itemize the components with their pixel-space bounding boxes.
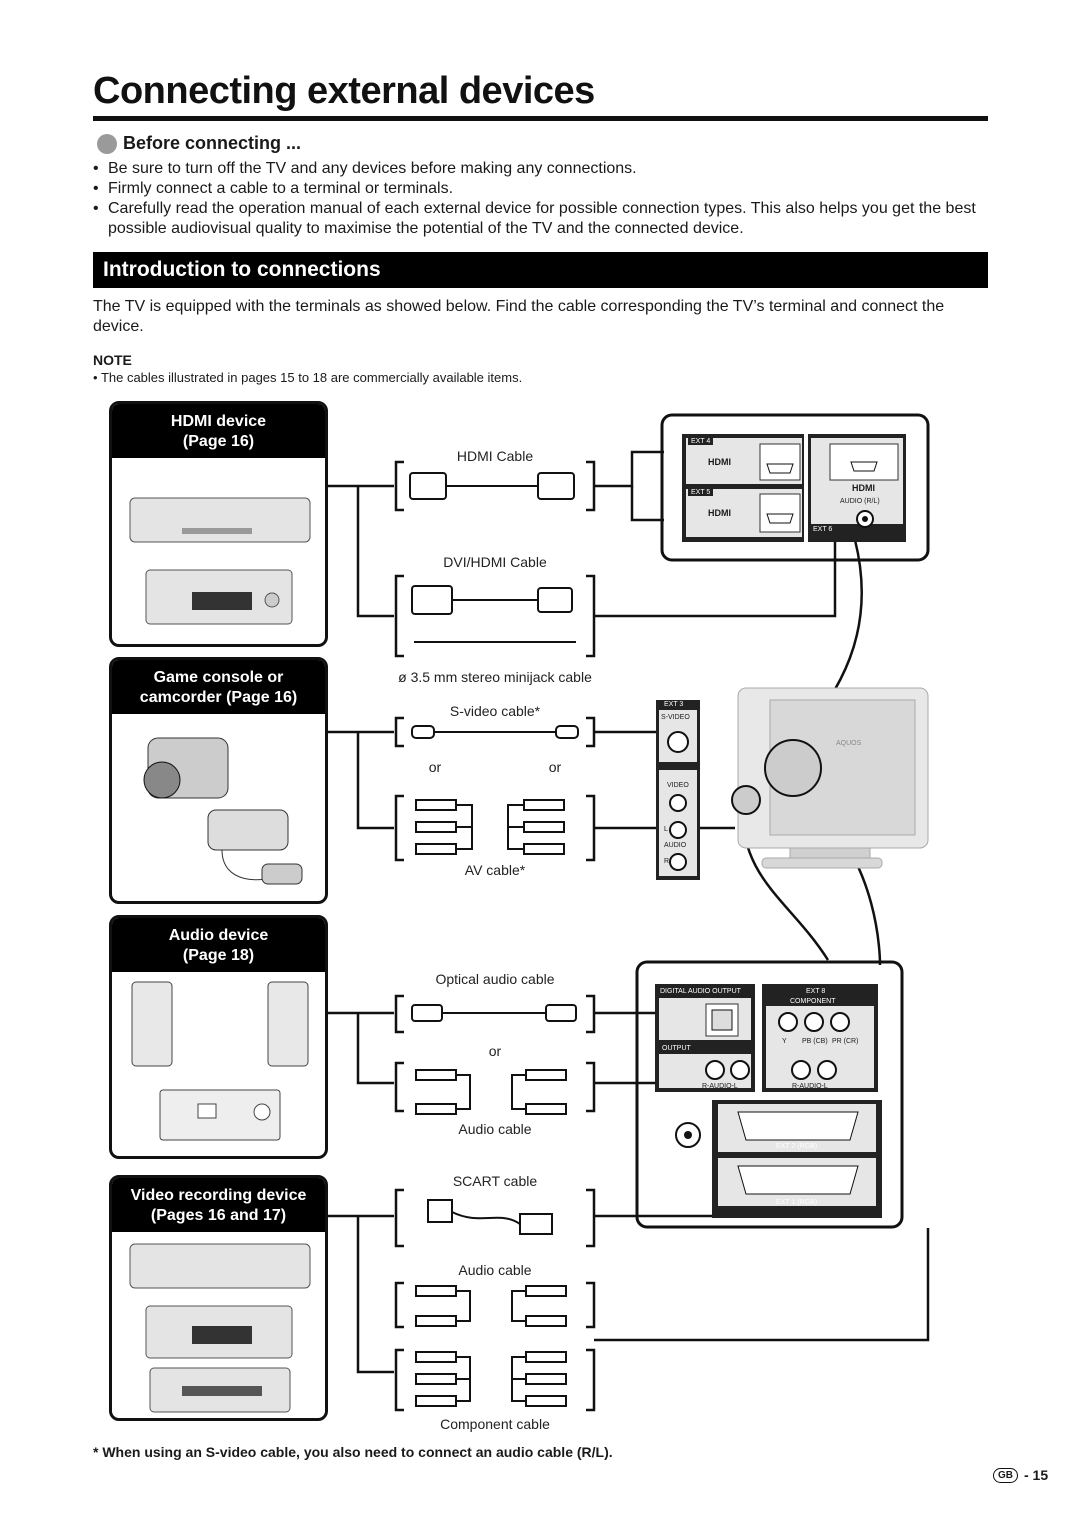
- device-heading-line1: HDMI device: [170, 413, 267, 430]
- svideo-cable-label: S-video cable*: [449, 703, 541, 719]
- game-console-camcorder-box: [109, 657, 328, 904]
- list-item: • Be sure to turn off the TV and any devices before making any connections.: [93, 159, 988, 179]
- hdmi-device-box: [109, 401, 328, 647]
- dvi-hdmi-cable-label: DVI/HDMI Cable: [443, 554, 547, 570]
- audio-label: AUDIO: [664, 842, 687, 849]
- av-cable-label: AV cable*: [464, 862, 526, 878]
- ext3-label: EXT 3: [664, 701, 684, 708]
- section-heading: Introduction to connections: [93, 252, 988, 288]
- rear-terminal-panel: [637, 962, 902, 1227]
- r-audio-l-label: R-AUDIO-L: [702, 1083, 738, 1090]
- pb-label: PB (CB): [802, 1038, 828, 1045]
- intro-paragraph: The TV is equipped with the terminals as showed below. Find the cable corresponding the TV’s terminal and connect the device.: [93, 298, 945, 335]
- page-number: [993, 1467, 1048, 1483]
- r-label: R: [664, 858, 670, 865]
- dvd-recorder-icon: [112, 458, 328, 647]
- device-heading: [112, 404, 325, 458]
- video-recording-device-box: [109, 1175, 328, 1421]
- page-number-text: - 15: [1024, 1467, 1049, 1483]
- list-item: • Carefully read the operation manual of each external device for possible connection types. This also helps you get the best possible audiovisual quality to maximise the potential of the TV and the connected device.: [93, 199, 988, 239]
- list-item: • Firmly connect a cable to a terminal or terminals.: [93, 179, 988, 199]
- output-label: OUTPUT: [662, 1045, 691, 1052]
- device-heading-line1: Audio device: [168, 927, 269, 944]
- device-heading-line2: (Page 18): [182, 947, 255, 964]
- ext6-label: EXT 6: [813, 526, 833, 533]
- ext2-label: EXT 2 (RGB): [776, 1143, 818, 1150]
- device-heading: [112, 1178, 325, 1232]
- or-label: or: [428, 759, 442, 775]
- ext3-terminal-panel: [656, 700, 700, 880]
- hdmi-logo: HDMI: [852, 483, 875, 493]
- footnote: * When using an S-video cable, you also need to connect an audio cable (R/L).: [93, 1444, 613, 1460]
- tv-rear-illustration: [732, 688, 928, 868]
- note-text-body: The cables illustrated in pages 15 to 18 are commercially available items.: [100, 370, 523, 385]
- video-label: VIDEO: [667, 782, 689, 789]
- digital-audio-output-label: DIGITAL AUDIO OUTPUT: [660, 988, 741, 995]
- hdmi-terminal-panel: [662, 415, 928, 560]
- note-text: • The cables illustrated in pages 15 to 18 are commercially available items.: [93, 370, 523, 385]
- optical-cable-label: Optical audio cable: [435, 971, 555, 987]
- audio-rl-label: AUDIO (R/L): [840, 498, 880, 505]
- device-heading-line1: Video recording device: [130, 1187, 307, 1204]
- audio-cable-label-2: Audio cable: [458, 1262, 532, 1278]
- pr-label: PR (CR): [832, 1038, 859, 1045]
- or-label: or: [548, 759, 562, 775]
- hdmi-logo: HDMI: [708, 508, 731, 518]
- y-label: Y: [782, 1038, 787, 1045]
- component-cable-label: Component cable: [440, 1416, 550, 1432]
- aquos-logo: AQUOS: [836, 740, 862, 747]
- r-audio-l-label: R-AUDIO-L: [792, 1083, 828, 1090]
- device-heading-line2: (Pages 16 and 17): [150, 1207, 287, 1224]
- minijack-cable-label: ø 3.5 mm stereo minijack cable: [398, 669, 592, 685]
- vcr-recorder-icon: [112, 1232, 328, 1421]
- s-video-label: S-VIDEO: [661, 714, 690, 721]
- audio-cable-label: Audio cable: [458, 1121, 532, 1137]
- camcorder-icon: [112, 714, 328, 904]
- device-heading: [112, 918, 325, 972]
- ext8-label: EXT 8: [806, 988, 826, 995]
- page-title: Connecting external devices: [93, 70, 595, 112]
- or-label: or: [488, 1043, 502, 1059]
- gb-badge: GB: [993, 1468, 1018, 1483]
- scart-cable-label: SCART cable: [452, 1173, 538, 1189]
- l-label: L: [664, 826, 668, 833]
- device-heading-line2: camcorder (Page 16): [139, 689, 298, 706]
- device-heading-line2: (Page 16): [182, 433, 255, 450]
- component-label: COMPONENT: [790, 998, 836, 1005]
- before-connecting-text: Before connecting ...: [123, 133, 302, 153]
- device-heading: [112, 660, 325, 714]
- audio-device-box: [109, 915, 328, 1159]
- ext1-label: EXT 1 (RGB): [776, 1199, 818, 1206]
- device-heading-line1: Game console or: [153, 669, 284, 686]
- ext4-label: EXT 4: [688, 438, 713, 445]
- hdmi-logo: HDMI: [708, 457, 731, 467]
- speakers-amplifier-icon: [112, 972, 328, 1159]
- hdmi-cable-label: HDMI Cable: [456, 448, 534, 464]
- note-heading: NOTE: [93, 352, 132, 368]
- ext5-label: EXT 5: [688, 489, 713, 496]
